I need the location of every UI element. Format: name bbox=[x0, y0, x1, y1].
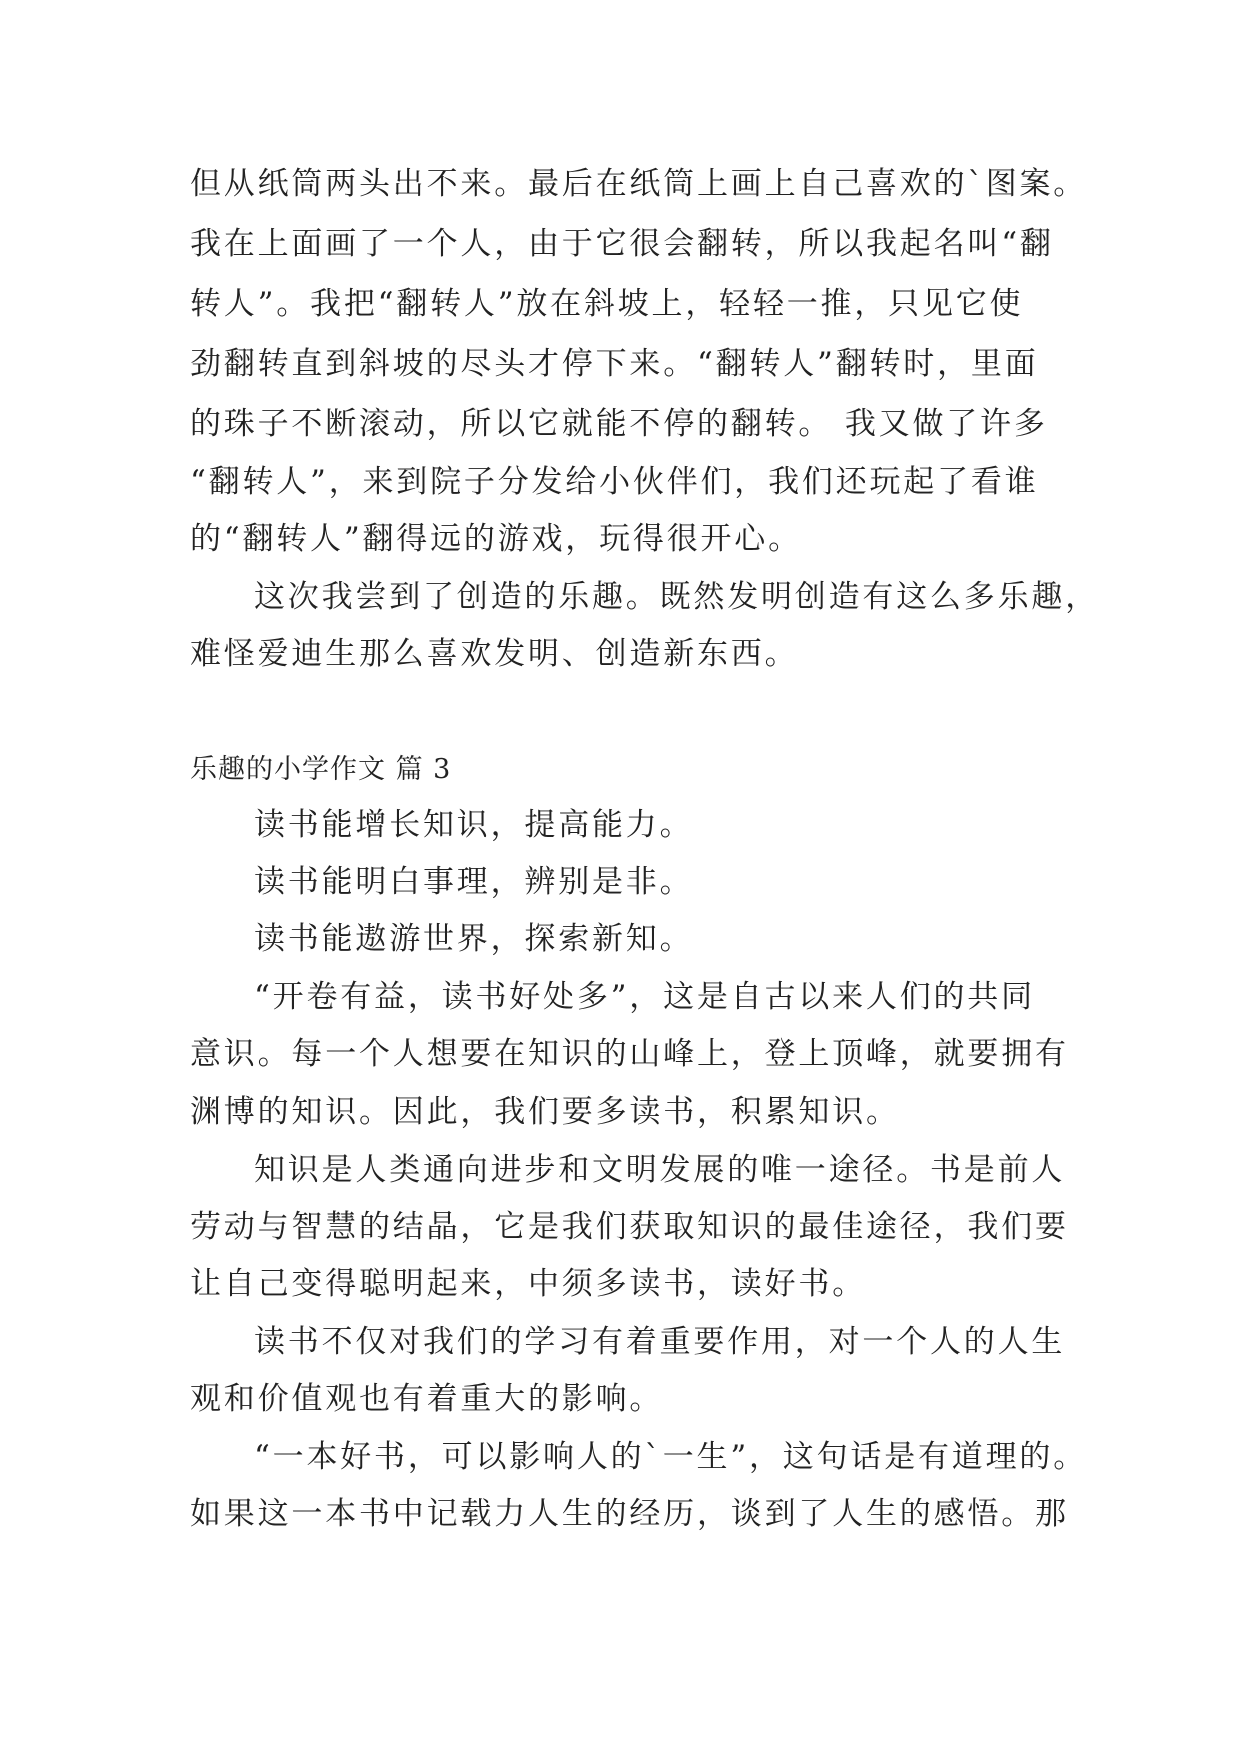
body-text-line: “开卷有益，读书好处多”，这是自古以来人们的共同 bbox=[254, 979, 1035, 1015]
body-text-line: 读书能明白事理，辨别是非。 bbox=[254, 864, 694, 900]
body-text-line: 的珠子不断滚动，所以它就能不停的翻转。 我又做了许多 bbox=[190, 406, 1048, 442]
body-text-line: 劳动与智慧的结晶，它是我们获取知识的最佳途径，我们要 bbox=[190, 1209, 1069, 1245]
body-text-line: 我在上面画了一个人，由于它很会翻转，所以我起名叫“翻 bbox=[190, 226, 1054, 262]
body-text-line: 观和价值观也有着重大的影响。 bbox=[190, 1381, 664, 1417]
body-text-line: “翻转人”，来到院子分发给小伙伴们，我们还玩起了看谁 bbox=[190, 464, 1039, 500]
body-text-line: 渊博的知识。因此，我们要多读书，积累知识。 bbox=[190, 1094, 900, 1130]
section-heading: 乐趣的小学作文 篇 3 bbox=[190, 754, 452, 785]
body-text-line: 劲翻转直到斜坡的尽头才停下来。“翻转人”翻转时，里面 bbox=[190, 346, 1039, 382]
body-text-line: 的“翻转人”翻得远的游戏，玩得很开心。 bbox=[190, 521, 802, 557]
body-text-line: “一本好书，可以影响人的`一生”，这句话是有道理的。 bbox=[254, 1439, 1087, 1475]
body-text-line: 如果这一本书中记载力人生的经历，谈到了人生的感悟。那 bbox=[190, 1496, 1069, 1532]
body-text-line: 转人”。我把“翻转人”放在斜坡上，轻轻一推，只见它使 bbox=[190, 286, 1024, 322]
body-text-line: 难怪爱迪生那么喜欢发明、创造新东西。 bbox=[190, 636, 799, 672]
body-text-line: 这次我尝到了创造的乐趣。既然发明创造有这么多乐趣， bbox=[254, 579, 1099, 615]
body-text-line: 读书不仅对我们的学习有着重要作用，对一个人的人生 bbox=[254, 1324, 1066, 1360]
body-text-line: 但从纸筒两头出不来。最后在纸筒上画上自己喜欢的`图案。 bbox=[190, 166, 1088, 202]
body-text-line: 读书能增长知识，提高能力。 bbox=[254, 807, 694, 843]
body-text-line: 意识。每一个人想要在知识的山峰上，登上顶峰，就要拥有 bbox=[190, 1036, 1069, 1072]
body-text-line: 知识是人类通向进步和文明发展的唯一途径。书是前人 bbox=[254, 1152, 1066, 1188]
body-text-line: 读书能遨游世界，探索新知。 bbox=[254, 921, 694, 957]
body-text-line: 让自己变得聪明起来，中须多读书，读好书。 bbox=[190, 1266, 866, 1302]
